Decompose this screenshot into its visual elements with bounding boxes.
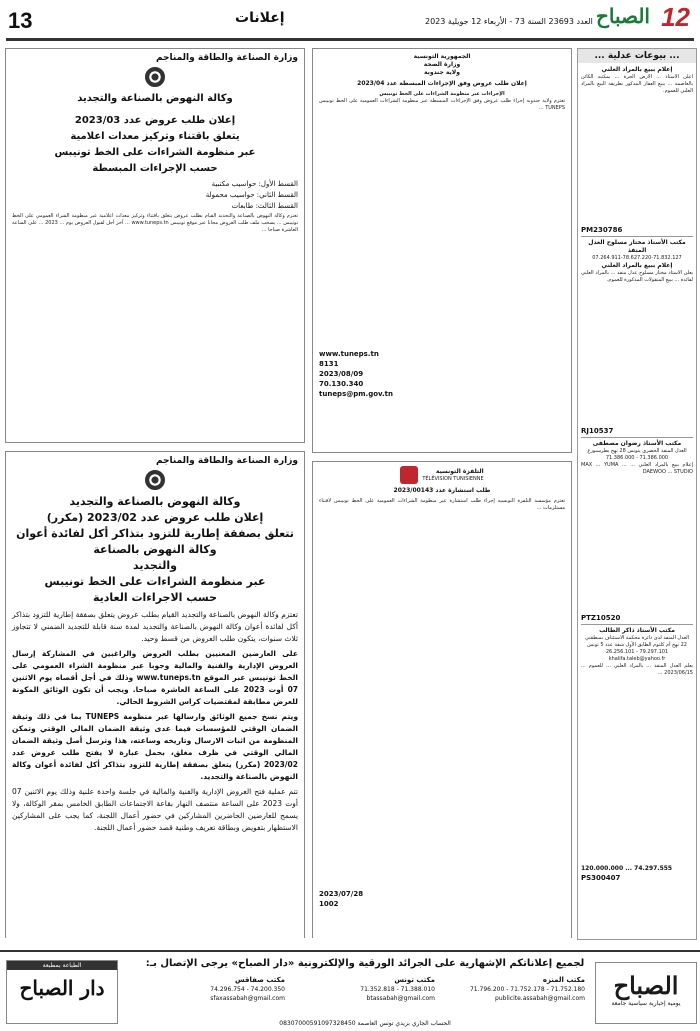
ad-subtitle: والتجديد (133, 559, 177, 572)
lot-item: القسط الأول: حواسيب مكتبية (211, 180, 298, 188)
phone-ref: 70.130.340 (319, 380, 364, 388)
logo-text: الصباح (595, 4, 650, 28)
ad-phones: 71.386.000 - 71.386.000 (605, 455, 669, 461)
ad-ref: PTZ10520 (581, 614, 621, 622)
logo-number: 12 (661, 2, 690, 32)
ad-title: إعلان طلب عروض عدد 2023/03 (74, 115, 236, 126)
agency-emblem-icon (145, 470, 165, 490)
office-phones: 71.388.010 - 71.352.818 (360, 986, 435, 993)
page-number: 13 (8, 8, 33, 33)
footer-logo-tagline: يومية إخبارية سياسية جامعة (611, 1000, 681, 1007)
header-divider (6, 38, 694, 41)
ad-title: إعلان طلب عروض عدد 2023/02 (مكرر) (46, 511, 264, 524)
office-menzah (440, 976, 585, 1003)
tv-name-fr: TÉLÉVISION TUNISIENNE (422, 475, 484, 482)
ad-subtitle: عبر منظومة الشراءات على الخط تونيبس (54, 147, 256, 158)
ad-body: يعلن الأستاذ مختار مسلوح عدل منفذ ... بالمراد العلني لفائدة ... ببيع المنقولات المذكورة للعموم. (581, 270, 693, 283)
tender-ad-apii-1 (5, 48, 305, 443)
newspaper-logo (570, 0, 690, 36)
agency-emblem-icon (145, 67, 165, 87)
ministry-label: وزارة الصناعة والطاقة والمناجم (156, 456, 298, 466)
office-title: مكتب المنزه (542, 976, 585, 984)
ad-email: khalifa.taleb@yahoo.fr (608, 656, 666, 662)
agency-label: ولاية جندوبة (423, 69, 461, 76)
code: 8131 (319, 360, 339, 368)
ad-phones: 07.264.911-78.627.220-71.832.127 (592, 255, 682, 261)
office-title: مكتب تونس (394, 976, 435, 984)
republic-label: الجمهورية التونسية (413, 53, 471, 60)
ad-paragraph: تتم عملية فتح العروض الإدارية والفنية والمالية في جلسة واحدة علنية وذلك يوم الاثنين 07 أوت 2023 على الساعة منتصف النهار بقاعة الاجتماعات الطابق الخامس بمقر الوكالة، ولا يسمح للعارضين الحاضرين المشاركين في حضور أعمال اللجنة، كما يجب على المشاركين الاستظهار بتفويض وبطاقة تعريف وطنية قصد حضور أعمال اللجنة. (12, 787, 298, 832)
ad-ref: PM230786 (581, 226, 623, 234)
issue-info: العدد 23693 السنة 73 - الأربعاء 12 جويلية 2023 (425, 17, 593, 26)
ad-heading: مكتب الأستاذ مختار مسلوح العدل المنفذ (588, 239, 686, 254)
ad-heading: مكتب الأستاذ رضوان مصطفى (592, 440, 682, 447)
printer-logo (6, 960, 118, 1024)
ad-subtitle: يتعلق باقتناء وتركيز معدات اعلامية (70, 131, 240, 142)
ad-subtitle: حسب الاجراءات العادية (92, 591, 218, 604)
office-phones: 74.200.350 - 74.296.754 (210, 986, 285, 993)
website: www.tuneps.tn (319, 350, 379, 358)
agency-label: وكالة النهوض بالصناعة والتجديد (77, 93, 233, 104)
deadline: 2023/08/09 (319, 370, 364, 378)
deadline: 2023/07/28 (319, 890, 364, 898)
office-email: sfaxassabah@gmail.com (210, 995, 285, 1002)
ministry-label: وزارة الصناعة والطاقة والمناجم (156, 53, 298, 63)
ministry-label: وزارة الصحة (423, 61, 461, 68)
agency-label: وكالة النهوض بالصناعة والتجديد (69, 495, 241, 508)
ad-sub: العدل المنفذ لدى دائرة محكمة الاستئناف بمنطقتي (584, 635, 690, 641)
judicial-sales-column (577, 48, 697, 940)
ad-body: تعتزم مؤسسة التلفزة التونسية إجراء طلب استشارة عبر منظومة الشراءات العمومية على الخط تونيبس لاقتناء مستلزمات ... (319, 498, 565, 511)
ad-ref: RJ10537 (581, 427, 614, 435)
ad-title: طلب استشارة عدد 2023/00143 (393, 487, 491, 494)
ad-body: تعتزم ولاية جندوبة إجراء طلب عروض وفق الإجراءات المبسطة عبر منظومة الشراءات العمومية على الخط تونيبس TUNEPS ... (319, 98, 565, 111)
lot-item: القسط الثالث: طابعات (231, 202, 298, 210)
tender-ad-television (312, 461, 572, 938)
ad-subtitle: تتعلق بصفقة إطارية للتزود بتذاكر أكل لفائدة أعوان وكالة النهوض بالصناعة (16, 527, 294, 556)
left-column (5, 48, 305, 938)
ad-paragraph: على العارضين المعنيين بطلب العروض والراغبين في المشاركة إرسال العروض الإدارية والفنية والمالية وجوبا عبر منظومة الشراء العمومي على الخط تونيبس عبر الموقع www.tuneps.tn وذلك في أجل أقصاه يوم الاثنين 07 أوت 2023 على الساعة العاشرة صباحا. ويجب أن تكون الوثائق المكونة للعرض مطابقة لمقتضيات كراس الشروط الحالي. (12, 649, 298, 706)
ad-subtitle: الإجراءات عبر منظومة الشراءات على الخط تونيبس (379, 91, 505, 97)
section-title: إعلانات (235, 10, 285, 26)
middle-column (312, 48, 572, 938)
printer-logo-text: دار الصباح (19, 976, 105, 1000)
office-email: btassabah@gmail.com (366, 995, 435, 1002)
ad-title: إعلان طلب عروض وفق الإجراءات المبسطة عدد 2023/04 (357, 80, 527, 87)
footer-logo-text: الصباح (613, 971, 679, 1000)
footer-headline: لجميع إعلاناتكم الإشهارية على الجرائد الورقية والإلكترونية «دار الصباح» يرجى الإتصال بـ: (145, 958, 585, 969)
page-header (0, 0, 700, 40)
ad-ref: PS300407 (581, 874, 621, 882)
ad-subtitle: عبر منظومة الشراءات على الخط تونيبس (44, 575, 266, 588)
ad-paragraph: تعتزم وكالة النهوض بالصناعة والتجديد القيام بطلب عروض يتعلق بصفقة إطارية للتزود بتذاكر أكل لفائدة أعوان وكالة النهوض بالصناعة والتجديد لمدة سنة قابلة للتجديد الضمني لا تتجاوز ثلاث سنوات، يتكون طلب العروض من قسط وحيد. (12, 610, 298, 643)
office-tunis (290, 976, 435, 1003)
page-footer (0, 950, 700, 1031)
ad-heading: إعلام ببيع بالمراد العلني (601, 66, 673, 73)
ad-body: إعلام ببيع بالمراد العلني ... MAX ... YUMA ... DAEWOO ... STUDIO (581, 462, 693, 475)
tv-logo-icon (400, 466, 418, 484)
ref-number: 1002 (319, 900, 339, 908)
printer-logo-header: الطباعة بمطبعة (7, 961, 117, 970)
tender-ad-jendouba (312, 48, 572, 453)
column-title: ... بيوعات عدلية ... (578, 49, 696, 63)
ad-body: تعتزم وكالة النهوض بالصناعة والتجديد القيام بطلب عروض يتعلق باقتناء وتركيز معدات اعلامية عبر منظومة الشراء العمومي على الخط تونيبس ... يسحب ملف طلب العروض مجانا عبر موقع تونيبس www.tuneps.tn ... آخر أجل لقبول العروض يوم ... 2023 ... على الساعة العاشرة صباحا ... (12, 213, 298, 233)
office-phones: 71.752.180 - 71.752.178 - 71.796.200 (469, 986, 585, 993)
ad-heading: مكتب الأستاذ ذاكر الطالب (599, 627, 675, 634)
lot-item: القسط الثاني: حواسيب محمولة (205, 191, 298, 199)
footer-logo (595, 962, 697, 1024)
office-sfax (140, 976, 285, 1003)
email: tuneps@pm.gov.tn (319, 390, 394, 398)
tender-ad-apii-2 (5, 451, 305, 938)
ad-body: اعلن الأستاذ ... الأرض الحرة ... بمكتبه الكائن بالعاصمة ... ببيع العقار المذكور بطريقة البيع بالمراد العلني للعموم. (581, 74, 693, 94)
ad-sub: العدل المنفذ الحضري بتونس 28 نهج بطرسبورغ (587, 448, 687, 454)
office-email: publicite.assabah@gmail.com (495, 995, 585, 1002)
tv-name: التلفزة التونسية (435, 467, 484, 475)
ad-paragraph: ويتم نسخ جميع الوثائق وارسالها عبر منظومة TUNEPS بما في ذلك وثيقة الضمان الوقتي للمؤسسات فيما عدى وثيقة الضمان المالي الوقتي وتمكن المنظومة من اثبات الارسال وتاريخه وساعته، هذا وترسل أصل وثيقة الضمان المالي الوقتي في ظرف مغلق، بحمل عبارة لا يفتح طلب عروض عدد 2023/02 (مكرر) يتعلق بصفقة إطارية للتزود بتذاكر أكل لفائدة أعوان وكالة النهوض بالصناعة والتجديد. (12, 712, 298, 781)
ad-price: 120.000.000 ... 74.297.555 (581, 865, 673, 872)
ad-subtitle: حسب الإجراءات المبسطة (92, 163, 218, 174)
bank-account: الحساب الجاري بريدي تونس العاصمة 08307000591097328450 (279, 1020, 451, 1027)
office-title: مكتب صفاقس (234, 976, 285, 984)
ad-sub: 22 نهج أم كلثوم الطابق الأول شقة عدد 5 تونس (587, 642, 687, 648)
ad-phones: 79.297.101 - 26.256.101 (605, 649, 669, 655)
ad-subheading: إعلام ببيع بالمراد العلني (601, 262, 673, 269)
ad-body: يعلم العدل المنفذ ... بالمراد العلني ... للعموم ... 2023/06/15 ... (581, 663, 693, 676)
